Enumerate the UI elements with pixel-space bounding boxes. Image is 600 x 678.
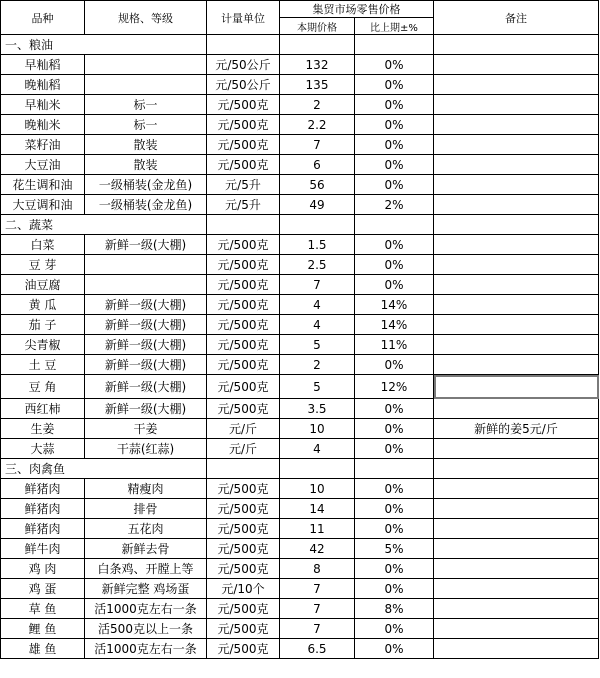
empty-cell[interactable] bbox=[434, 459, 599, 479]
cell-price[interactable]: 3.5 bbox=[280, 399, 355, 419]
empty-cell[interactable] bbox=[355, 459, 434, 479]
table-row bbox=[1, 115, 599, 135]
cell-price[interactable]: 7 bbox=[280, 579, 355, 599]
cell-spec[interactable]: 新鲜一级(大棚) bbox=[85, 315, 207, 335]
cell-change[interactable]: 0% bbox=[355, 479, 434, 499]
table-row bbox=[1, 399, 599, 419]
cell-change[interactable]: 0% bbox=[355, 559, 434, 579]
cell-note[interactable] bbox=[434, 579, 599, 599]
cell-spec[interactable]: 标一 bbox=[85, 95, 207, 115]
table-row bbox=[1, 75, 599, 95]
table-row bbox=[1, 599, 599, 619]
cell-name[interactable]: 大蒜 bbox=[1, 439, 85, 459]
cell-change[interactable]: 11% bbox=[355, 335, 434, 355]
cell-unit[interactable]: 元/500克 bbox=[207, 479, 280, 499]
cell-name[interactable]: 花生调和油 bbox=[1, 175, 85, 195]
cell-name[interactable]: 鲤 鱼 bbox=[1, 619, 85, 639]
empty-cell[interactable] bbox=[207, 215, 280, 235]
cell-name[interactable]: 油豆腐 bbox=[1, 275, 85, 295]
cell-change[interactable]: 0% bbox=[355, 399, 434, 419]
table-row bbox=[1, 639, 599, 659]
table-row bbox=[1, 619, 599, 639]
cell-name[interactable]: 尖青椒 bbox=[1, 335, 85, 355]
header-name: 品种 bbox=[1, 1, 85, 35]
cell-change[interactable]: 0% bbox=[355, 439, 434, 459]
cell-unit[interactable]: 元/斤 bbox=[207, 439, 280, 459]
cell-change[interactable]: 0% bbox=[355, 579, 434, 599]
cell-name[interactable]: 白菜 bbox=[1, 235, 85, 255]
table-row bbox=[1, 155, 599, 175]
cell-name[interactable]: 黄 瓜 bbox=[1, 295, 85, 315]
cell-unit[interactable]: 元/500克 bbox=[207, 355, 280, 375]
cell-spec[interactable]: 干蒜(红蒜) bbox=[85, 439, 207, 459]
cell-price[interactable]: 7 bbox=[280, 135, 355, 155]
cell-name[interactable]: 大豆调和油 bbox=[1, 195, 85, 215]
cell-unit[interactable]: 元/500克 bbox=[207, 399, 280, 419]
cell-unit[interactable]: 元/500克 bbox=[207, 155, 280, 175]
cell-spec[interactable]: 新鲜一级(大棚) bbox=[85, 235, 207, 255]
cell-unit[interactable]: 元/500克 bbox=[207, 115, 280, 135]
cell-price[interactable]: 11 bbox=[280, 519, 355, 539]
header-row bbox=[1, 1, 599, 18]
cell-unit[interactable]: 元/500克 bbox=[207, 499, 280, 519]
cell-change[interactable]: 0% bbox=[355, 235, 434, 255]
cell-unit[interactable]: 元/500克 bbox=[207, 639, 280, 659]
cell-name[interactable]: 晚籼稻 bbox=[1, 75, 85, 95]
cell-name[interactable]: 豆 角 bbox=[1, 375, 85, 399]
cell-price[interactable]: 7 bbox=[280, 275, 355, 295]
cell-note[interactable] bbox=[434, 499, 599, 519]
cell-price[interactable]: 2.5 bbox=[280, 255, 355, 275]
section-label[interactable]: 一、粮油 bbox=[1, 35, 207, 55]
cell-unit[interactable]: 元/500克 bbox=[207, 335, 280, 355]
cell-spec[interactable] bbox=[85, 275, 207, 295]
cell-spec[interactable]: 干姜 bbox=[85, 419, 207, 439]
table-row bbox=[1, 95, 599, 115]
cell-spec[interactable]: 新鲜一级(大棚) bbox=[85, 355, 207, 375]
cell-price[interactable]: 49 bbox=[280, 195, 355, 215]
cell-note[interactable]: 新鲜的姜5元/斤 bbox=[434, 419, 599, 439]
header-unit: 计量单位 bbox=[207, 1, 280, 35]
cell-unit[interactable]: 元/500克 bbox=[207, 599, 280, 619]
table-row bbox=[1, 135, 599, 155]
table-row bbox=[1, 439, 599, 459]
cell-name[interactable]: 鸡 蛋 bbox=[1, 579, 85, 599]
empty-cell[interactable] bbox=[207, 459, 280, 479]
cell-note[interactable] bbox=[434, 235, 599, 255]
cell-spec[interactable]: 一级桶装(金龙鱼) bbox=[85, 195, 207, 215]
cell-spec[interactable]: 新鲜一级(大棚) bbox=[85, 375, 207, 399]
cell-spec[interactable]: 新鲜去骨 bbox=[85, 539, 207, 559]
cell-note[interactable] bbox=[434, 355, 599, 375]
table-row bbox=[1, 175, 599, 195]
table-row bbox=[1, 55, 599, 75]
cell-name[interactable]: 茄 子 bbox=[1, 315, 85, 335]
cell-name[interactable]: 豆 芽 bbox=[1, 255, 85, 275]
table-row bbox=[1, 195, 599, 215]
section-row bbox=[1, 215, 599, 235]
cell-unit[interactable]: 元/50公斤 bbox=[207, 55, 280, 75]
cell-change[interactable]: 0% bbox=[355, 639, 434, 659]
header-current-price: 本期价格 bbox=[280, 18, 355, 35]
cell-change[interactable]: 0% bbox=[355, 75, 434, 95]
cell-price[interactable]: 132 bbox=[280, 55, 355, 75]
cell-spec[interactable]: 五花肉 bbox=[85, 519, 207, 539]
cell-spec[interactable]: 活1000克左右一条 bbox=[85, 599, 207, 619]
cell-change[interactable]: 12% bbox=[355, 375, 434, 399]
cell-price[interactable]: 8 bbox=[280, 559, 355, 579]
cell-price[interactable]: 5 bbox=[280, 375, 355, 399]
cell-unit[interactable]: 元/500克 bbox=[207, 235, 280, 255]
cell-unit[interactable]: 元/500克 bbox=[207, 375, 280, 399]
cell-spec[interactable] bbox=[85, 255, 207, 275]
table-row bbox=[1, 255, 599, 275]
table-row bbox=[1, 539, 599, 559]
table-row bbox=[1, 335, 599, 355]
cell-price[interactable]: 2.2 bbox=[280, 115, 355, 135]
cell-note[interactable] bbox=[434, 375, 599, 399]
cell-unit[interactable]: 元/50公斤 bbox=[207, 75, 280, 95]
cell-spec[interactable]: 新鲜一级(大棚) bbox=[85, 399, 207, 419]
table-row bbox=[1, 559, 599, 579]
cell-name[interactable]: 早籼稻 bbox=[1, 55, 85, 75]
cell-note[interactable] bbox=[434, 439, 599, 459]
cell-name[interactable]: 晚籼米 bbox=[1, 115, 85, 135]
cell-name[interactable]: 鲜牛肉 bbox=[1, 539, 85, 559]
cell-change[interactable]: 5% bbox=[355, 539, 434, 559]
cell-change[interactable]: 14% bbox=[355, 315, 434, 335]
cell-note[interactable] bbox=[434, 175, 599, 195]
table-row bbox=[1, 375, 599, 399]
cell-unit[interactable]: 元/500克 bbox=[207, 295, 280, 315]
cell-change[interactable]: 8% bbox=[355, 599, 434, 619]
header-price-group: 集贸市场零售价格 bbox=[280, 1, 434, 18]
cell-note[interactable] bbox=[434, 599, 599, 619]
empty-cell[interactable] bbox=[207, 35, 280, 55]
cell-change[interactable]: 0% bbox=[355, 355, 434, 375]
cell-note[interactable] bbox=[434, 115, 599, 135]
cell-note[interactable] bbox=[434, 155, 599, 175]
cell-change[interactable]: 0% bbox=[355, 175, 434, 195]
cell-name[interactable]: 生姜 bbox=[1, 419, 85, 439]
cell-note[interactable] bbox=[434, 135, 599, 155]
cell-spec[interactable]: 新鲜一级(大棚) bbox=[85, 295, 207, 315]
cell-unit[interactable]: 元/500克 bbox=[207, 135, 280, 155]
cell-name[interactable]: 草 鱼 bbox=[1, 599, 85, 619]
cell-price[interactable]: 56 bbox=[280, 175, 355, 195]
table-row bbox=[1, 419, 599, 439]
table-row bbox=[1, 479, 599, 499]
header-spec: 规格、等级 bbox=[85, 1, 207, 35]
section-row bbox=[1, 35, 599, 55]
cell-change[interactable]: 0% bbox=[355, 155, 434, 175]
cell-unit[interactable]: 元/斤 bbox=[207, 419, 280, 439]
cell-note[interactable] bbox=[434, 95, 599, 115]
cell-name[interactable]: 西红柿 bbox=[1, 399, 85, 419]
cell-unit[interactable]: 元/500克 bbox=[207, 539, 280, 559]
cell-name[interactable]: 大豆油 bbox=[1, 155, 85, 175]
empty-cell[interactable] bbox=[355, 35, 434, 55]
empty-cell[interactable] bbox=[434, 35, 599, 55]
cell-note[interactable] bbox=[434, 315, 599, 335]
cell-unit[interactable]: 元/10个 bbox=[207, 579, 280, 599]
table-row bbox=[1, 499, 599, 519]
cell-name[interactable]: 雄 鱼 bbox=[1, 639, 85, 659]
section-row bbox=[1, 459, 599, 479]
cell-spec[interactable]: 标一 bbox=[85, 115, 207, 135]
cell-spec[interactable] bbox=[85, 75, 207, 95]
cell-price[interactable]: 4 bbox=[280, 439, 355, 459]
table-row bbox=[1, 235, 599, 255]
cell-note[interactable] bbox=[434, 275, 599, 295]
cell-change[interactable]: 0% bbox=[355, 115, 434, 135]
table-row bbox=[1, 295, 599, 315]
cell-price[interactable]: 7 bbox=[280, 619, 355, 639]
header-change: 比上期±% bbox=[355, 18, 434, 35]
cell-note[interactable] bbox=[434, 539, 599, 559]
cell-unit[interactable]: 元/500克 bbox=[207, 559, 280, 579]
cell-note[interactable] bbox=[434, 399, 599, 419]
cell-unit[interactable]: 元/5升 bbox=[207, 175, 280, 195]
cell-price[interactable]: 14 bbox=[280, 499, 355, 519]
cell-note[interactable] bbox=[434, 639, 599, 659]
cell-note[interactable] bbox=[434, 479, 599, 499]
cell-price[interactable]: 135 bbox=[280, 75, 355, 95]
cell-unit[interactable]: 元/500克 bbox=[207, 519, 280, 539]
cell-price[interactable]: 42 bbox=[280, 539, 355, 559]
cell-note[interactable] bbox=[434, 75, 599, 95]
cell-price[interactable]: 1.5 bbox=[280, 235, 355, 255]
cell-change[interactable]: 2% bbox=[355, 195, 434, 215]
cell-change[interactable]: 14% bbox=[355, 295, 434, 315]
cell-spec[interactable]: 排骨 bbox=[85, 499, 207, 519]
cell-name[interactable]: 鲜猪肉 bbox=[1, 479, 85, 499]
empty-cell[interactable] bbox=[280, 459, 355, 479]
cell-change[interactable]: 0% bbox=[355, 619, 434, 639]
cell-price[interactable]: 2 bbox=[280, 355, 355, 375]
cell-change[interactable]: 0% bbox=[355, 499, 434, 519]
cell-unit[interactable]: 元/5升 bbox=[207, 195, 280, 215]
empty-cell[interactable] bbox=[280, 35, 355, 55]
cell-price[interactable]: 4 bbox=[280, 295, 355, 315]
cell-spec[interactable]: 活500克以上一条 bbox=[85, 619, 207, 639]
cell-spec[interactable]: 活1000克左右一条 bbox=[85, 639, 207, 659]
cell-spec[interactable]: 白条鸡、开膛上等 bbox=[85, 559, 207, 579]
cell-unit[interactable]: 元/500克 bbox=[207, 255, 280, 275]
cell-note[interactable] bbox=[434, 335, 599, 355]
cell-price[interactable]: 2 bbox=[280, 95, 355, 115]
cell-note[interactable] bbox=[434, 55, 599, 75]
cell-name[interactable]: 土 豆 bbox=[1, 355, 85, 375]
table-row bbox=[1, 315, 599, 335]
cell-note[interactable] bbox=[434, 619, 599, 639]
cell-name[interactable]: 鲜猪肉 bbox=[1, 499, 85, 519]
table-row bbox=[1, 355, 599, 375]
cell-price[interactable]: 6 bbox=[280, 155, 355, 175]
cell-name[interactable]: 鲜猪肉 bbox=[1, 519, 85, 539]
cell-price[interactable]: 7 bbox=[280, 599, 355, 619]
cell-note[interactable] bbox=[434, 295, 599, 315]
table-row bbox=[1, 275, 599, 295]
cell-spec[interactable]: 散装 bbox=[85, 135, 207, 155]
cell-change[interactable]: 0% bbox=[355, 275, 434, 295]
cell-name[interactable]: 早籼米 bbox=[1, 95, 85, 115]
empty-cell[interactable] bbox=[355, 215, 434, 235]
cell-change[interactable]: 0% bbox=[355, 135, 434, 155]
cell-unit[interactable]: 元/500克 bbox=[207, 619, 280, 639]
cell-change[interactable]: 0% bbox=[355, 55, 434, 75]
cell-note[interactable] bbox=[434, 255, 599, 275]
table-row bbox=[1, 579, 599, 599]
section-label[interactable]: 二、蔬菜 bbox=[1, 215, 207, 235]
cell-spec[interactable] bbox=[85, 55, 207, 75]
cell-spec[interactable]: 精瘦肉 bbox=[85, 479, 207, 499]
cell-change[interactable]: 0% bbox=[355, 95, 434, 115]
cell-spec[interactable]: 新鲜一级(大棚) bbox=[85, 335, 207, 355]
cell-price[interactable]: 6.5 bbox=[280, 639, 355, 659]
section-label[interactable]: 三、肉禽鱼 bbox=[1, 459, 207, 479]
cell-change[interactable]: 0% bbox=[355, 419, 434, 439]
cell-note[interactable] bbox=[434, 195, 599, 215]
cell-change[interactable]: 0% bbox=[355, 519, 434, 539]
cell-unit[interactable]: 元/500克 bbox=[207, 275, 280, 295]
cell-note[interactable] bbox=[434, 519, 599, 539]
cell-name[interactable]: 菜籽油 bbox=[1, 135, 85, 155]
cell-spec[interactable]: 散装 bbox=[85, 155, 207, 175]
cell-price[interactable]: 10 bbox=[280, 419, 355, 439]
cell-spec[interactable]: 一级桶装(金龙鱼) bbox=[85, 175, 207, 195]
cell-change[interactable]: 0% bbox=[355, 255, 434, 275]
header-note: 备注 bbox=[434, 1, 599, 35]
cell-price[interactable]: 10 bbox=[280, 479, 355, 499]
cell-price[interactable]: 4 bbox=[280, 315, 355, 335]
cell-unit[interactable]: 元/500克 bbox=[207, 315, 280, 335]
cell-price[interactable]: 5 bbox=[280, 335, 355, 355]
cell-spec[interactable]: 新鲜完整 鸡场蛋 bbox=[85, 579, 207, 599]
cell-name[interactable]: 鸡 肉 bbox=[1, 559, 85, 579]
table-row bbox=[1, 519, 599, 539]
cell-unit[interactable]: 元/500克 bbox=[207, 95, 280, 115]
empty-cell[interactable] bbox=[280, 215, 355, 235]
cell-note[interactable] bbox=[434, 559, 599, 579]
empty-cell[interactable] bbox=[434, 215, 599, 235]
